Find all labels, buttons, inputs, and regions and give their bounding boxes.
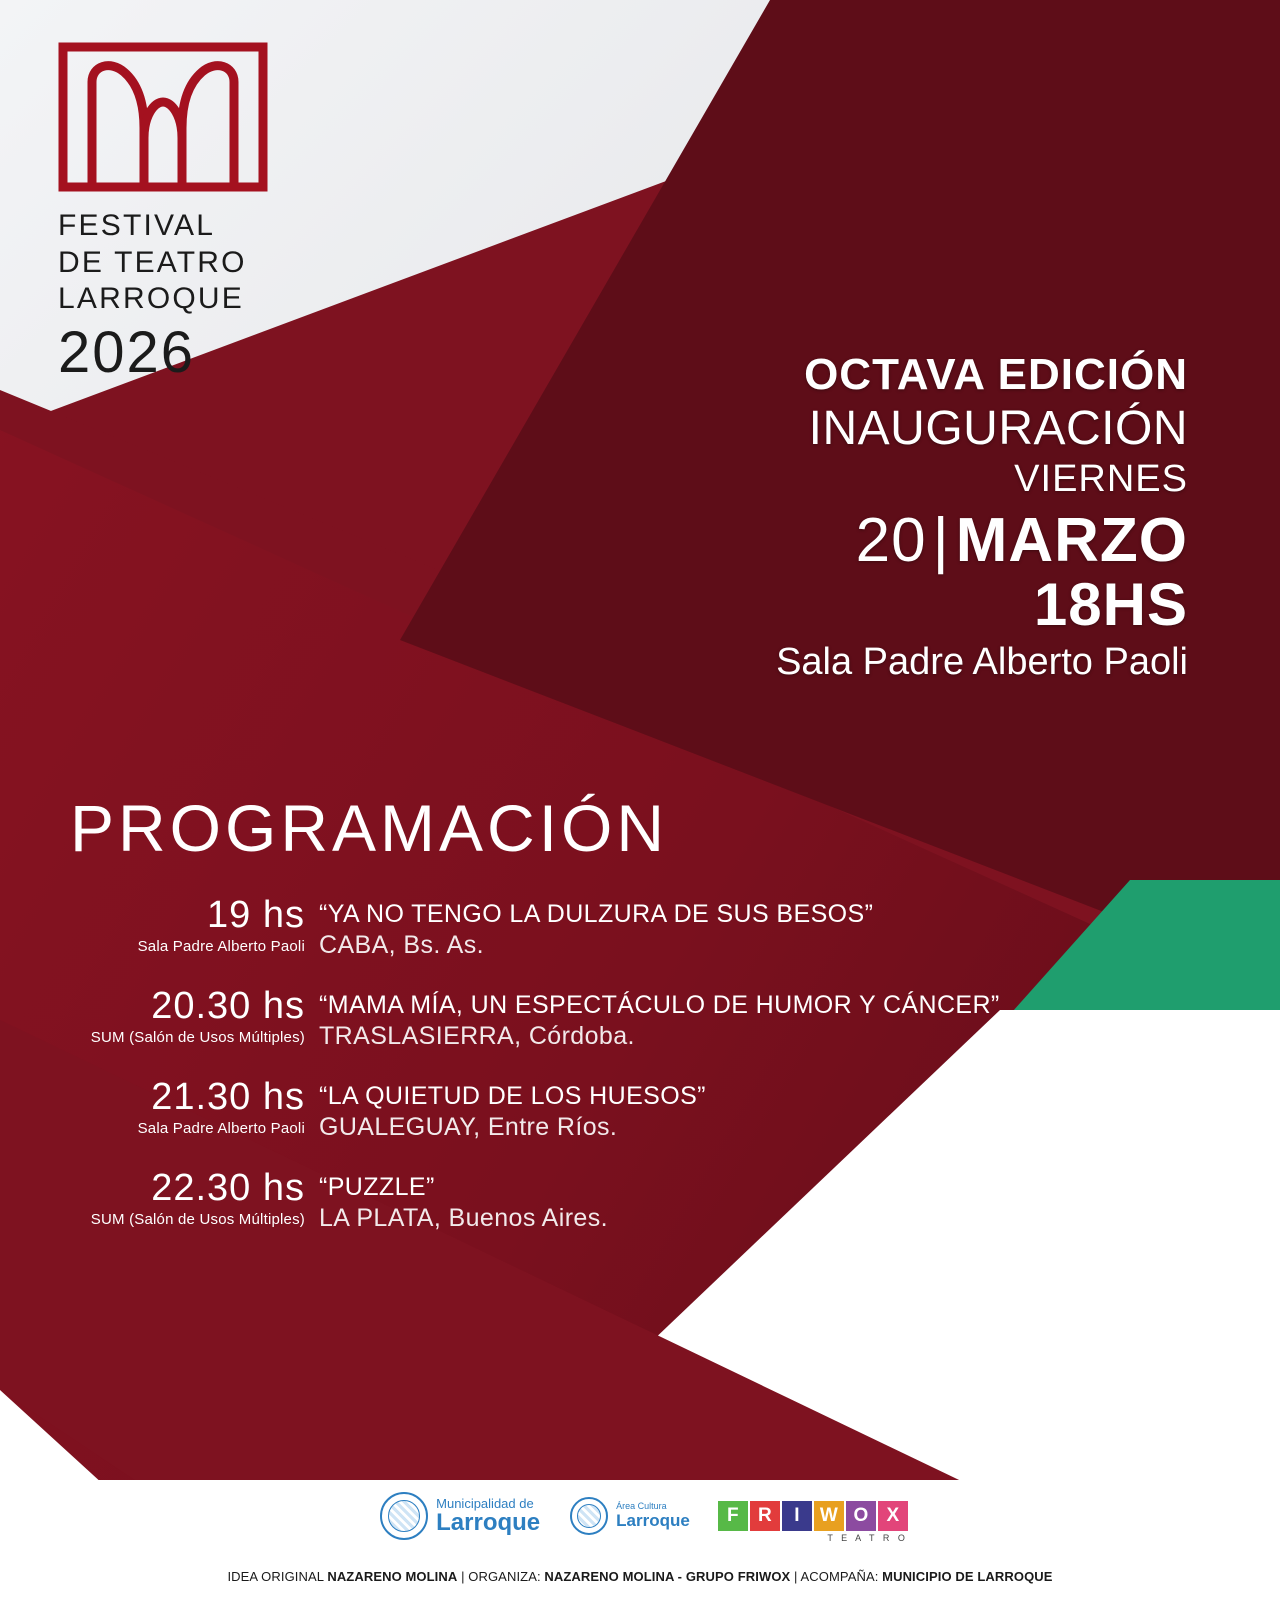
credits-text-1: IDEA ORIGINAL — [227, 1569, 328, 1584]
schedule-city: TRASLASIERRA, Córdoba. — [319, 1021, 635, 1050]
list-item — [80, 895, 1140, 960]
logo-line-2: DE TEATRO — [58, 245, 247, 279]
sponsor-small-label: Área Cultura — [616, 1501, 667, 1512]
festival-logo — [58, 42, 358, 385]
logo-year: 2026 — [58, 319, 196, 385]
credits-bold-3: MUNICIPIO DE LARROQUE — [882, 1569, 1053, 1584]
credits-bold-2: NAZARENO MOLINA - GRUPO FRIWOX — [544, 1569, 791, 1584]
sponsor-logos — [0, 1488, 1280, 1544]
schedule-time: 22.30 hs — [151, 1167, 305, 1209]
schedule-time: 20.30 hs — [151, 985, 305, 1027]
date-month: MARZO — [955, 505, 1188, 575]
friwox-logo — [718, 1501, 908, 1531]
schedule-show-title: “PUZZLE” — [319, 1173, 435, 1201]
friwox-tagline: T E A T R O — [827, 1533, 908, 1543]
friwox-letter-o: O — [846, 1501, 876, 1531]
schedule-detail-block — [319, 895, 873, 960]
sponsor-municipalidad-larroque — [372, 1488, 548, 1544]
schedule-detail-block — [319, 986, 1000, 1051]
headline-block — [776, 352, 1188, 685]
schedule-city: CABA, Bs. As. — [319, 930, 484, 959]
festival-logo-text — [58, 208, 358, 318]
friwox-letter-w: W — [814, 1501, 844, 1531]
schedule-city: LA PLATA, Buenos Aires. — [319, 1203, 608, 1232]
date-line — [776, 505, 1188, 575]
friwox-letter-f: F — [718, 1501, 748, 1531]
sponsor-area-cultura-larroque — [562, 1493, 698, 1539]
schedule-city: GUALEGUAY, Entre Ríos. — [319, 1112, 618, 1141]
schedule-show-title: “YA NO TENGO LA DULZURA DE SUS BESOS” — [319, 900, 874, 928]
list-item — [80, 986, 1140, 1051]
schedule-room: SUM (Salón de Usos Múltiples) — [90, 1211, 305, 1229]
friwox-letter-i: I — [782, 1501, 812, 1531]
sponsor-big-label: Larroque — [616, 1510, 690, 1530]
municipal-seal-icon — [380, 1492, 428, 1540]
logo-line-3: LARROQUE — [58, 282, 244, 316]
schedule-time: 19 hs — [207, 894, 305, 936]
venue-label: Sala Padre Alberto Paoli — [776, 640, 1188, 683]
credits-line — [0, 1569, 1280, 1584]
event-label: INAUGURACIÓN — [808, 402, 1188, 456]
municipal-seal-icon — [570, 1497, 608, 1535]
sponsor-small-label: Municipalidad de — [436, 1495, 534, 1511]
weekday-label: VIERNES — [1014, 457, 1188, 500]
schedule-time-block — [80, 1077, 319, 1137]
sponsor-big-label: Larroque — [436, 1509, 541, 1537]
list-item — [80, 1168, 1140, 1233]
schedule-show-title: “LA QUIETUD DE LOS HUESOS” — [319, 1082, 706, 1110]
credits-text-2: | ORGANIZA: — [457, 1569, 545, 1584]
schedule-room: SUM (Salón de Usos Múltiples) — [90, 1029, 305, 1047]
schedule-time-block — [80, 895, 319, 955]
list-item — [80, 1077, 1140, 1142]
credits-bold-1: NAZARENO MOLINA — [327, 1569, 458, 1584]
schedule-time: 21.30 hs — [151, 1076, 305, 1118]
schedule-time-block — [80, 1168, 319, 1228]
schedule-time-block — [80, 986, 319, 1046]
date-separator: | — [932, 505, 950, 575]
time-label: 18HS — [1033, 570, 1188, 638]
schedule-detail-block — [319, 1168, 608, 1233]
edition-label: OCTAVA EDICIÓN — [804, 350, 1188, 399]
schedule-detail-block — [319, 1077, 706, 1142]
schedule-room: Sala Padre Alberto Paoli — [137, 938, 305, 956]
friwox-letter-x: X — [878, 1501, 908, 1531]
footer — [0, 1480, 1280, 1600]
sponsor-friwox — [712, 1501, 908, 1543]
date-day: 20 — [855, 505, 927, 575]
schedule-room: Sala Padre Alberto Paoli — [137, 1120, 305, 1138]
logo-line-1: FESTIVAL — [58, 209, 216, 242]
schedule-list — [80, 895, 1140, 1259]
friwox-letter-r: R — [750, 1501, 780, 1531]
theatre-curtain-icon — [58, 42, 268, 192]
page-title: PROGRAMACIÓN — [70, 791, 669, 865]
credits-text-3: | ACOMPAÑA: — [790, 1569, 883, 1584]
schedule-show-title: “MAMA MÍA, UN ESPECTÁCULO DE HUMOR Y CÁNCER” — [319, 991, 1000, 1019]
